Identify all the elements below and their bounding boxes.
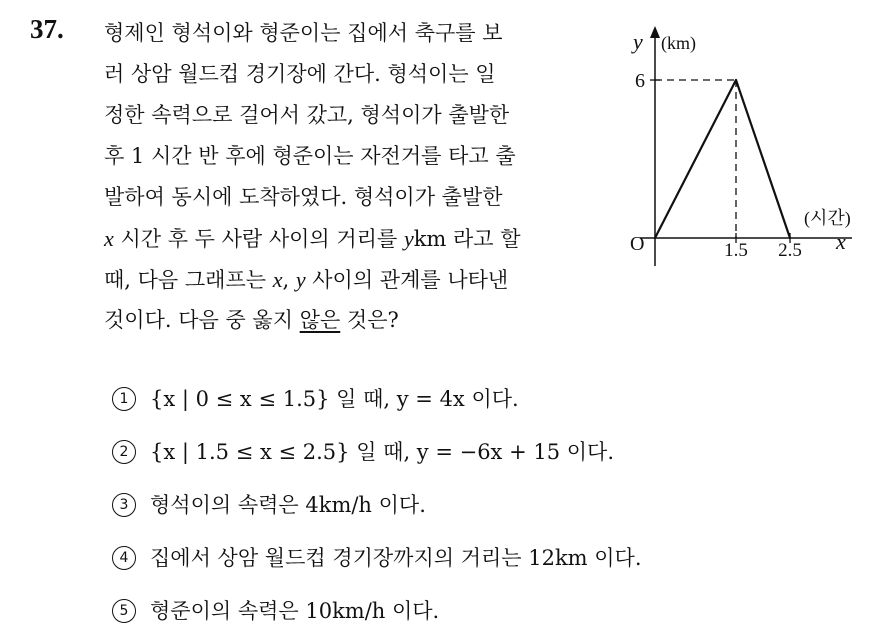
question-number: 37. <box>30 14 64 44</box>
circled-number-2: 2 <box>112 440 136 464</box>
choice-text: 집에서 상암 월드컵 경기장까지의 거리는 12km 이다. <box>150 545 642 570</box>
origin-label: O <box>630 233 645 255</box>
answer-choices <box>112 372 642 637</box>
circled-number-5: 5 <box>112 599 136 623</box>
stem-text: 때, 다음 그래프는 <box>104 268 273 292</box>
stem-text: 사이의 관계를 나타낸 <box>305 268 509 292</box>
circled-number-3: 3 <box>112 493 136 517</box>
x-tick-label: 1.5 <box>724 240 748 261</box>
data-point <box>789 237 791 239</box>
x-axis-label: x <box>836 229 846 254</box>
choice-text: {x | 1.5 ≤ x ≤ 2.5} 일 때, y = −6x + 15 이다. <box>150 439 614 464</box>
y-axis-label: y <box>633 29 643 54</box>
stem-line: 정한 속력으로 걸어서 갔고, 형석이가 출발한 <box>104 103 510 127</box>
y-axis-arrow-icon <box>650 26 660 38</box>
y-tick-label: 6 <box>635 70 645 93</box>
circled-number-1: 1 <box>112 387 136 411</box>
stem-line: 발하여 동시에 도착하였다. 형석이가 출발한 <box>104 185 503 209</box>
choice-4[interactable] <box>112 531 642 584</box>
choice-2[interactable] <box>112 425 642 478</box>
stem-line: 형제인 형석이와 형준이는 집에서 축구를 보 <box>104 21 503 45</box>
x-tick-label: 2.5 <box>778 240 802 261</box>
var-y: y <box>403 226 414 251</box>
choice-text: 형준이의 속력은 10km/h 이다. <box>150 598 440 623</box>
series-line-segment <box>736 80 790 238</box>
stem-line: 러 상암 월드컵 경기장에 간다. 형석이는 일 <box>104 62 496 86</box>
choice-text: {x | 0 ≤ x ≤ 1.5} 일 때, y = 4x 이다. <box>150 386 519 411</box>
stem-text: km 라고 할 <box>413 227 521 251</box>
choice-1[interactable] <box>112 372 642 425</box>
choice-text: 형석이의 속력은 4km/h 이다. <box>150 492 426 517</box>
stem-line: 후 1 시간 반 후에 형준이는 자전거를 타고 출 <box>104 144 516 168</box>
var-y: y <box>295 267 306 292</box>
var-x: x <box>104 226 114 251</box>
x-unit-label: (시간) <box>804 208 851 228</box>
y-unit-label: (km) <box>661 33 696 53</box>
underlined-word: 않은 <box>299 308 341 332</box>
stem-text: 시간 후 두 사람 사이의 거리를 <box>113 227 404 251</box>
var-x: x <box>272 267 283 292</box>
choice-5[interactable] <box>112 584 642 637</box>
series-line-segment <box>655 80 736 238</box>
circled-number-4: 4 <box>112 546 136 570</box>
data-point <box>735 79 737 81</box>
stem-text: 것이다. 다음 중 옳지 <box>104 308 300 332</box>
stem-text: , <box>282 268 296 292</box>
choice-3[interactable] <box>112 478 642 531</box>
data-point <box>654 237 656 239</box>
stem-text: 것은? <box>340 308 399 332</box>
